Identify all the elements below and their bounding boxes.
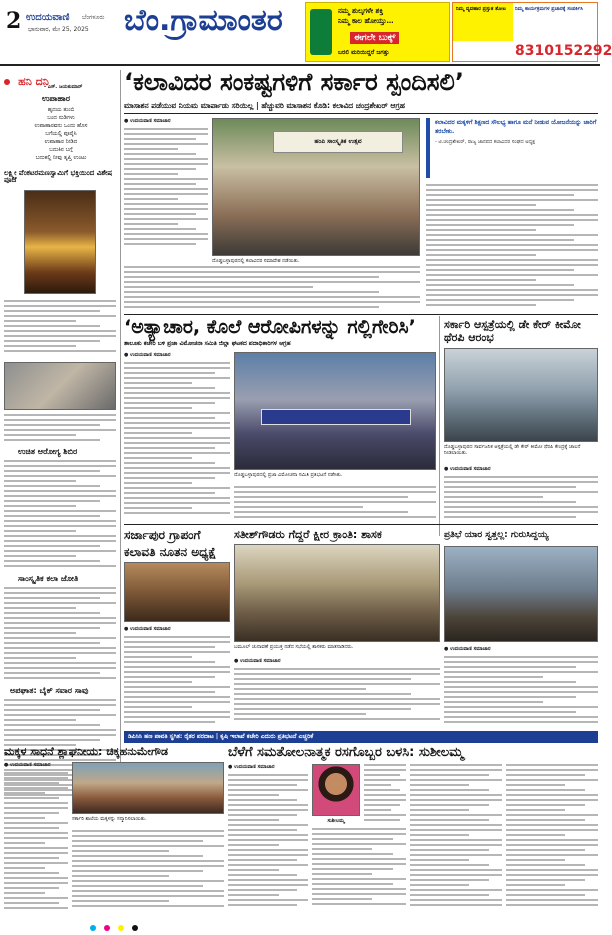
bottom-main-text-1: [228, 774, 308, 912]
bottom-main-text-2: [312, 828, 406, 912]
masthead-rule: [0, 64, 600, 66]
protest-banner: [261, 409, 411, 425]
sidebar-story3-text: [4, 587, 116, 682]
bottom-main-byline: ● ಉದಯವಾಣಿ ಸಮಾಚಾರ: [228, 764, 275, 770]
dialysis-byline: ● ಉದಯವಾಣಿ ಸಮಾಚಾರ: [444, 466, 491, 472]
pratibhe-headline: ಪ್ರತಿಭೆ ಯಾರ ಸ್ವತ್ತಲ್ಲ: ಗುರುಸಿದ್ದಯ್ಯ: [444, 530, 549, 540]
satish-body: [234, 658, 440, 726]
lead-deck: ಮಾಸಾಶನ ಪಡೆಯುವ ನಿಯಮ ಮಾರ್ಪಾಡು ಸರಿಯಿಲ್ಲ | ಹೆಚ್ಚುವರಿ ಮಾಸಾಶನ ಕೊಡಿ: ಕಲಾವಿದ ಚಂದ್ರಶೇಖರ್ ಆಗ್ರಹ: [124, 101, 405, 110]
sidebar-story3-headline: ಸಾಂಸ್ಕೃತಿಕ ಕಲಾ ಜೋತಿ: [18, 574, 79, 583]
satish-photo-caption: ಬಮೂಲ್ ಚುನಾವಣೆ ಪ್ರಯುಕ್ತ ನಡೆದ ಸಭೆಯಲ್ಲಿ ಶಾಸಕರು ಮಾತನಾಡಿದರು.: [234, 644, 354, 650]
bottom-left-text-2: [72, 830, 224, 912]
ad2-phone-number: 8310152292: [515, 43, 612, 59]
bottom-main-headline: ಬೆಳೆಗೆ ಸಮತೋಲನಾತ್ಮಕ ರಸಗೊಬ್ಬರ ಬಳಸಿ: ಸುಶೀಲಮ್ಮ: [228, 745, 464, 760]
sidebar-story2-headline: ಉಚಿತ ಆರೋಗ್ಯ ಶಿಬಿರ: [18, 447, 78, 456]
ad-line-1: ನಮ್ಮ ಶುಲ್ಕಗಳೇ ಶಕ್ತಿ: [338, 7, 384, 15]
section-title: ಬೆಂ.ಗ್ರಾಮಾಂತರ: [124, 3, 283, 38]
sidebar-byline: - ಎಸ್. ಜಯಕುಮಾರ್: [44, 84, 83, 90]
poem-line: ಬಗೆಯಲ್ಲಿ ಪೂರೈಸಿ: [45, 131, 77, 137]
sarjapura-headline-line2: ಕಲಾವತಿ ನೂತನ ಅಧ್ಯಕ್ಷೆ: [124, 545, 217, 559]
sidebar-story1-headline: ಲಕ್ಷ್ಮೀ ವೆಂಕಟರಮಣಸ್ವಾಮಿಗೆ ಭಕ್ತಿಯಿಂದ ವಿಶೇಷ ಪೂಜೆ: [4, 169, 113, 184]
sarjapura-text: [124, 636, 230, 726]
masthead: [0, 0, 612, 66]
temple-photo: [24, 190, 96, 294]
portrait-photo: [312, 764, 360, 816]
bottom-left-byline: ● ಉದಯವಾಣಿ ಸಮಾಚಾರ: [4, 762, 51, 768]
sarjapura-headline-line1: ಸರ್ಜಾಪುರ ಗ್ರಾಪಂಗೆ: [124, 528, 201, 542]
sidebar-story1-text: [4, 300, 116, 358]
atyachara-deck: ತಾಲೂಕು ಕಚೇರಿ ಬಳಿ ಪ್ರಜಾ ವಿಮೋಚನಾ ಸಮಿತಿ ಜಿಲ್ಲಾ ಘಟಕದ ಪದಾಧಿಕಾರಿಗಳ ಆಗ್ರಹ: [124, 340, 291, 347]
poem-title: ಉಪಾಹಾರ: [42, 94, 70, 103]
atyachara-photo-caption: ದೊಡ್ಡಬಳ್ಳಾಪುರದಲ್ಲಿ ಪ್ರಜಾ ವಿಮೋಚನಾ ಸಮಿತಿ ಪ್ರತಿಭಟನೆ ನಡೆಸಿತು.: [234, 472, 343, 478]
poem-line: ಉಪಾಹಾರ ನೀಡಿದ: [44, 139, 78, 145]
brand-name: ಹನಿ ದನಿ: [18, 75, 49, 88]
ad-line-4: ಬರಲಿ ಮರಿಯಿದ್ದರೆ ಜಗತ್ತು: [338, 49, 390, 56]
lead-bottom-rule: [124, 314, 598, 315]
issue-date: ಭಾನುವಾರ, ಮೇ 25, 2025: [28, 26, 89, 33]
edition-label: ಬೆಂಗಳೂರು: [82, 14, 105, 21]
poem-line: ಬಂದ ನುಡಿಗಳು: [47, 115, 75, 121]
poem-line: ಬದುಕಿನ ಬಗ್ಗೆ: [49, 147, 73, 153]
color-registration-strip: [90, 916, 510, 924]
page-number: 2: [6, 8, 22, 34]
bottom-main-text-3: [364, 764, 406, 826]
bottom-main-text-4: [410, 764, 502, 912]
lead-stage-banner: ಹಂಪಿ ಸಾಂಸ್ಕೃತಿಕ ಉತ್ಸವ: [273, 131, 403, 153]
lead-text-right: [426, 184, 598, 309]
pratibhe-text: [444, 656, 598, 726]
lead-quote-attribution: - ಟಿ.ಚಂದ್ರಶೇಖರ್, ರಾಜ್ಯ ಜಾನಪದ ಕಲಾವಿದರ ಸಂಘದ ಅಧ್ಯಕ್ಷ: [435, 139, 536, 145]
poem-body: [8, 106, 114, 162]
sidebar-divider: [120, 70, 121, 798]
hanidani-logo: [4, 70, 49, 89]
lead-body-col1: [124, 118, 208, 248]
ad2-top-text: ನಿಮ್ಮ ವ್ಯವಹಾರ ಪ್ರಸ್ತುತ ತೋಟ: [453, 3, 513, 41]
pratibhe-photo: [444, 546, 598, 642]
poem-line: ಉಪಾಹಾರವನು ಒಂದು ಹೊಸ: [34, 123, 88, 129]
ad-phone-graphic: [310, 9, 332, 55]
dialysis-photo-caption: ದೊಡ್ಡಬಳ್ಳಾಪುರದ ಸಾರ್ವಜನಿಕ ಆಸ್ಪತ್ರೆಯಲ್ಲಿ ಡೇ ಕೇರ್ ಕೀಮೋ ಥೆರಪಿ ಕೇಂದ್ರಕ್ಕೆ ಚಾಲನೆ ನೀಡಲಾಯಿತು.: [444, 444, 581, 456]
satish-photo: [234, 544, 440, 642]
pratibhe-body: [444, 646, 598, 726]
lead-text-1: [124, 128, 208, 248]
atyachara-text-1: [124, 362, 230, 520]
atyachara-photo: [234, 352, 436, 470]
logo-dot-icon: [4, 79, 10, 85]
bottom-left-text: [4, 772, 68, 912]
satish-text: [234, 668, 440, 726]
sarjapura-body: [124, 626, 230, 726]
satish-headline: ಸತೀಶ್‌ಗೌಡರು ಗೆದ್ದರೆ ಕ್ಷೀರ ಕ್ರಾಂತಿ: ಶಾಸಕ: [234, 528, 382, 541]
yellow-mark-icon: [118, 925, 124, 931]
dialysis-photo: [444, 348, 598, 442]
portrait-caption: ಸುಶೀಲಮ್ಮ: [327, 818, 345, 824]
lead-quote-box: [426, 118, 598, 178]
lead-photo: [212, 118, 420, 256]
ad-banner-classified: [452, 2, 612, 62]
atyachara-headline: ‘ಅತ್ಯಾಚಾರ, ಕೊಲೆ ಆರೋಪಿಗಳನ್ನು ಗಲ್ಲಿಗೇರಿಸಿ’: [124, 316, 416, 338]
atyachara-byline: ● ಉದಯವಾಣಿ ಸಮಾಚಾರ: [124, 352, 171, 358]
sidebar-story2-text: [4, 460, 116, 570]
lead-text-bottom: [124, 266, 420, 312]
paper-name: ಉದಯವಾಣಿ: [26, 12, 70, 23]
bottom-left-photo-caption: ಸರ್ಕಾರಿ ಶಾಲೆಯ ಮಕ್ಕಳನ್ನು ಸನ್ಮಾನಿಸಲಾಯಿತು.: [72, 816, 147, 822]
bottom-left-photo: [72, 762, 224, 814]
bottom-left-headline: ಮಕ್ಕಳ ಸಾಧನೆ ಶ್ಲಾಘನೀಯ: ಚಿಕ್ಕಹನುಮೇಗೌಡ: [4, 745, 168, 758]
bottom-left-body: [4, 762, 68, 912]
sarjapura-byline: ● ಉದಯವಾಣಿ ಸಮಾಚಾರ: [124, 626, 171, 632]
sidebar-health-photo: [4, 362, 116, 410]
ad-line-2: ನಿಮ್ಮ ಕಾಲ ಹೋಯ್ತು…: [338, 17, 394, 25]
ad-banner-yellow: [305, 2, 450, 62]
dialysis-headline: ಸರ್ಕಾರಿ ಆಸ್ಪತ್ರೆಯಲ್ಲಿ ಡೇ ಕೇರ್ ಕೀಮೋ ಥೆರಪಿ ಆರಂಭ: [444, 318, 581, 344]
right-column-divider: [439, 316, 440, 536]
lead-byline: ● ಉದಯವಾಣಿ ಸಮಾಚಾರ: [124, 118, 171, 124]
poem-line: ಹೃದಯ ತುಂಬಿ: [47, 107, 75, 113]
bottom-main-body: [228, 764, 308, 912]
lead-deck-rule: [124, 113, 598, 114]
ad-line-3: ಈಗಲೇ ಬುಕ್ಕ್: [350, 32, 399, 44]
pratibhe-byline: ● ಉದಯವಾಣಿ ಸಮಾಚಾರ: [444, 646, 491, 652]
sarjapura-photo: [124, 562, 230, 622]
sidebar-caption-text: [4, 414, 116, 444]
sidebar: [4, 70, 116, 798]
black-mark-icon: [132, 925, 138, 931]
middle-rule: [124, 524, 598, 525]
dialysis-body: [444, 466, 598, 522]
sidebar-story4-headline: ಅಪಘಾತ: ಬೈಕ್ ಸವಾರ ಸಾವು: [10, 686, 89, 695]
poem-line: ಬದುಕಲ್ಲಿ ನೀವು ತೃಪ್ತಿ ಉಂಟು: [35, 155, 87, 161]
cyan-mark-icon: [90, 925, 96, 931]
lead-quote-text: ಕಲಾವಿದರ ಮಕ್ಕಳಿಗೆ ಶಿಕ್ಷಣದ ಸೌಲಭ್ಯ ಹಾಗೂ ಮನೆ ನೀಡುವ ಯೋಜನೆಯನ್ನು ಜಾರಿಗೆ ತರಬೇಕು.: [435, 119, 597, 135]
bottom-main-text-5: [506, 764, 598, 912]
atyachara-text-2: [234, 486, 436, 520]
satish-byline: ● ಉದಯವಾಣಿ ಸಮಾಚಾರ: [234, 658, 281, 664]
lead-photo-caption: ದೊಡ್ಡಬಳ್ಳಾಪುರದಲ್ಲಿ ಕಲಾವಿದರ ಸಮಾವೇಶ ನಡೆಯಿತು.: [212, 258, 300, 264]
lead-headline: ‘ಕಲಾವಿದರ ಸಂಕಷ್ಟಗಳಿಗೆ ಸರ್ಕಾರ ಸ್ಪಂದಿಸಲಿ’: [124, 68, 464, 96]
ad2-mid-text: ನಿಮ್ಮ ಕಾರ್ಯಕ್ರಮಗಳ ಪ್ರಚಾರಕ್ಕೆ ಸಂಪರ್ಕಿಸಿ: [515, 6, 583, 12]
magenta-mark-icon: [104, 925, 110, 931]
sarjapura-headline: [124, 528, 230, 560]
bottom-banner: ಡಿಪಿಸಿಸಿ ಹಣ ಪಾವತಿ ಸ್ಥಗಿತ: ರೈತರ ಪರದಾಟ | ಕೃಷಿ ಇಲಾಖೆ ಕಚೇರಿ ಎದುರು ಪ್ರತಿಭಟನೆ ಎಚ್ಚರಿಕೆ: [124, 731, 598, 743]
dialysis-text: [444, 476, 598, 522]
atyachara-col1: [124, 352, 230, 520]
